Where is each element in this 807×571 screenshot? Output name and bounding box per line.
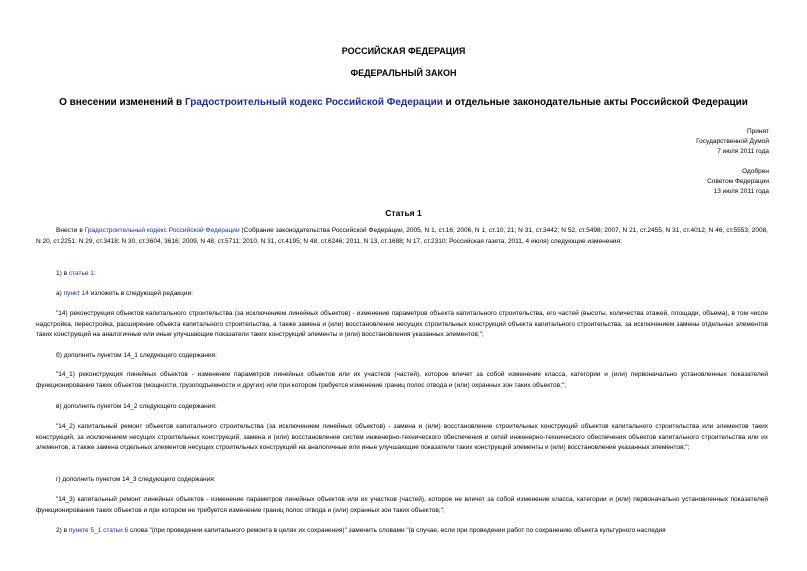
item-b: б) дополнить пунктом 14_1 следующего содержания: <box>56 352 217 359</box>
law-type-heading: ФЕДЕРАЛЬНЫЙ ЗАКОН <box>350 68 457 78</box>
item-a <box>56 289 193 300</box>
point-5-1-link[interactable]: пункте 5_1 <box>68 527 102 534</box>
title-text-after: и отдельные законодательные акты Российской Федерации <box>442 97 748 108</box>
intro-text-before: Внести в <box>56 227 85 234</box>
country-heading: РОССИЙСКАЯ ФЕДЕРАЦИЯ <box>341 46 466 56</box>
adopted-line-3: 7 июля 2011 года <box>717 148 769 155</box>
item-2-before: 2) в <box>56 527 69 534</box>
item-2 <box>36 526 768 537</box>
adopted-block <box>696 127 769 157</box>
item-a-before: а) <box>56 290 64 297</box>
item-2-after: слова "(при проведении капитального ремонта в целях их сохранения)" заменить словами "(в случае, если при проведении работ по сохранению объекта культурного наследия <box>128 527 666 534</box>
quote-14-2: "14_2) капитальный ремонт объектов капитального строительства (за исключением линейных объектов) - замена и (или) восстановление строительных конструкций объектов капитального строительства или элементов таких конструкций, за исключением несущих строительных конструкций, замена и (или) восстановление систем инженерно-технического обеспечения и сетей инженерно-технического обеспечения объектов капитального строительства или их элементов, а также замена отдельных элементов несущих строительных конструкций на аналогичные или иные улучшающие показатели таких конструкций элементы и (или) восстановление указанных элементов;"; <box>36 423 768 452</box>
quote-14: "14) реконструкция объектов капитального строительства (за исключением линейных объектов) - изменение параметров объекта капитального строительства, его частей (высоты, количества этажей, площади, объема), в том числе надстройка, перестройка, расширение объекта капитального строительства, а также замена и (или) восстановление несущих строительных конструкций объекта капитального строительства, за исключением замены отдельных элементов таких конструкций на аналогичные или иные улучшающие показатели таких конструкций элементы и (или) восстановления указанных элементов;"; <box>36 310 768 339</box>
item-1-after: : <box>93 270 96 277</box>
quote-14-3: "14_3) капитальный ремонт линейных объектов - изменение параметров линейных объектов или их участков (частей), которое не влечет за собой изменение класса, категории и (или) первоначально установленных показателей функционирования таких объектов и при котором не требуется изменение границ полос отвода и (или) охранных зон таких объектов;"; <box>36 496 768 514</box>
title-text-before: О внесении изменений в <box>59 97 185 108</box>
item-v: в) дополнить пунктом 14_2 следующего содержания: <box>56 403 217 410</box>
article-1-link[interactable]: статье 1 <box>68 270 94 277</box>
article-heading: Статья 1 <box>385 208 422 218</box>
approved-block <box>707 167 769 197</box>
intro-text-after: (Собрание законодательства Российской Федерации, 2005, N 1, ст.16; 2006, N 1, ст.10, 21; N 31, ст.3442; N 52, ст.5498; 2007, N 21, ст.2455; N 31, ст.4012; N 46, ст.5553; 2008, N 20, ст.2251; N 29, ст.3418; N 30, ст.3604, 3616; 2009, N 48, ст.5711; 2010, N 31, ст.4195; N 48, ст.6246; 2011, N 13, ст.1688; N 17, ст.2310; Российская газета, 2011, 4 июля) следующие изменения: <box>36 227 768 245</box>
law-title <box>0 97 807 108</box>
approved-line-3: 13 июля 2011 года <box>713 188 769 195</box>
item-1-before: 1) в <box>56 270 69 277</box>
item-1 <box>56 269 96 280</box>
item-g: г) дополнить пунктом 14_3 следующего содержания: <box>56 476 216 483</box>
adopted-line-2: Государственной Думой <box>696 138 769 145</box>
point-14-link[interactable]: пункт 14 <box>63 290 89 297</box>
article-6-link[interactable]: статьи 6 <box>103 527 129 534</box>
approved-line-1: Одобрен <box>742 168 769 175</box>
adopted-line-1: Принят <box>746 128 769 135</box>
title-code-link[interactable]: Градостроительный кодекс Российской Федерации <box>184 97 443 108</box>
approved-line-2: Советом Федерации <box>707 178 769 185</box>
intro-code-link[interactable]: Градостроительный кодекс Российской Федерации <box>84 227 240 234</box>
quote-14-1: "14_1) реконструкция линейных объектов - изменение параметров линейных объектов или их участков (частей), которое влечет за собой изменение класса, категории и (или) первоначально установленных показателей функционирования таких объектов (мощности, грузоподъемности и других) или при котором требуется изменение границ полос отвода и (или) охранных зон таких объектов;"; <box>36 371 768 389</box>
item-a-after: изложить в следующей редакции: <box>88 290 193 297</box>
intro-paragraph <box>36 226 768 247</box>
